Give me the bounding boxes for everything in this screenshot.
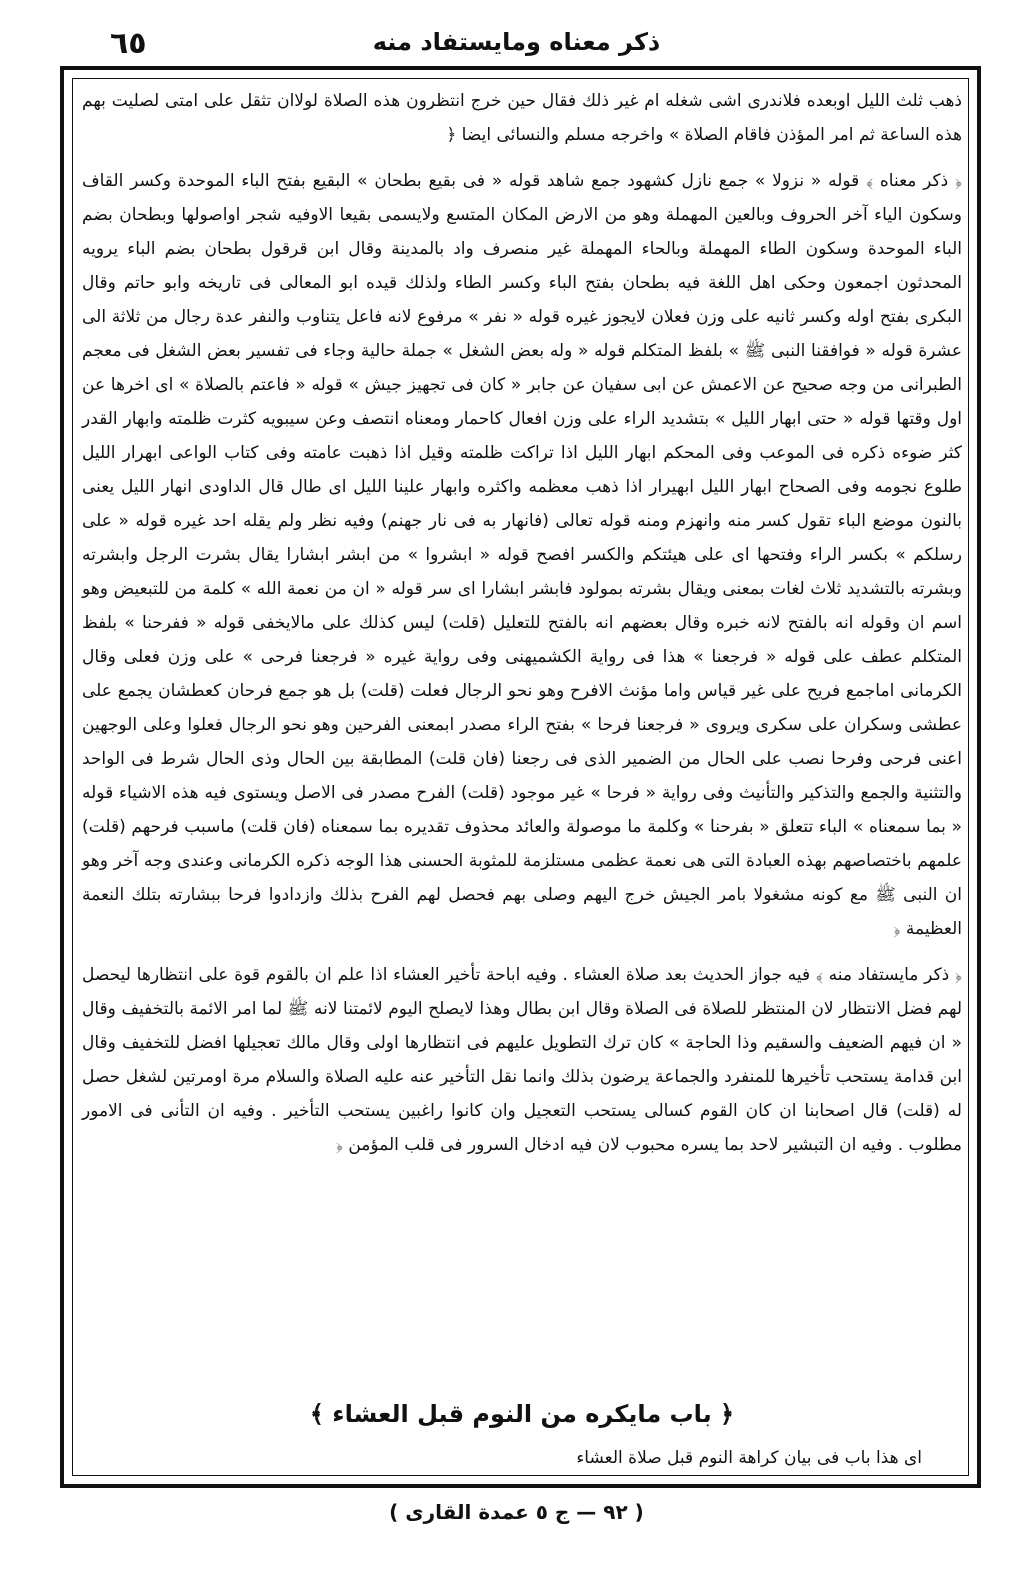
running-title: ذكر معناه ومايستفاد منه	[372, 28, 661, 56]
chapter-heading: ﴿ باب مايكره من النوم قبل العشاء ﴾	[309, 1400, 735, 1428]
main-text	[82, 84, 962, 1162]
page-signature: ( ٩٢ — ج ٥ عمدة القارى )	[389, 1500, 644, 1524]
chapter-explanation: اى هذا باب فى بيان كراهة النوم قبل صلاة العشاء	[576, 1448, 922, 1468]
page-number: ٦٥	[110, 26, 147, 61]
paragraph-benefits: ﴿ ذكر مايستفاد منه ﴾ فيه جواز الحديث بعد صلاة العشاء . وفيه اباحة تأخير العشاء اذا علم ان بالقوم قوة على انتظارها ليحصل لهم فضل الانتظار لان المنتظر للصلاة فى الصلاة وقال ابن بطال وهذا لايصلح اليوم لائمتنا لانه ﷺ لما امر الائمة بالتخفيف وقال « ان فيهم الضعيف والسقيم وذا الحاجة » كان ترك التطويل عليهم فى انتظارها اولى وقال مالك تعجيلها افضل للتخفيف وقال ابن قدامة يستحب تأخيرها للمنفرد والجماعة يرضون بذلك وانما نقل التأخير عنه عليه الصلاة والسلام مرة اومرتين لشغل حصل له (قلت) قال اصحابنا ان كان القوم كسالى يستحب التعجيل وان كانوا راغبين يستحب التأخير . وفيه ان التأنى فى الامور مطلوب . وفيه ان التبشير لاحد بما يسره محبوب لان فيه ادخال السرور فى قلب المؤمن ﴿	[82, 965, 962, 1155]
paragraph-meaning: ﴿ ذكر معناه ﴾ قوله « نزولا » جمع نازل كشهود جمع شاهد قوله « فى بقيع بطحان » البقيع بفتح الباء الموحدة وكسر القاف وسكون الياء آخر الحروف وبالعين المهملة وهو من الارض المكان المتسع ولايسمى بقيعا الاوفيه شجر اواصولها وبطحان بضم الباء الموحدة وسكون الطاء المهملة وبالحاء المهملة غير منصرف واد بالمدينة وقال ابن قرقول بطحان بضم الباء يرويه المحدثون اجمعون وحكى اهل اللغة فيه بطحان بفتح الباء وكسر الطاء ولذلك قيده ابو المعالى فى تاريخه وابو حاتم وقال البكرى بفتح اوله وكسر ثانيه على وزن فعلان لايجوز غيره قوله « نفر » مرفوع لانه فاعل يتناوب والنفر عدة رجال من ثلاثة الى عشرة قوله « فوافقنا النبى ﷺ » بلفظ المتكلم قوله « وله بعض الشغل » جملة حالية وجاء فى تفسير بعض الشغل فى معجم الطبرانى من وجه صحيح عن الاعمش عن ابى سفيان عن جابر « كان فى تجهيز جيش » قوله « فاعتم بالصلاة » اى اخرها عن اول وقتها قوله « حتى ابهار الليل » بتشديد الراء على وزن افعال كاحمار ومعناه انتصف وعن سيبويه كثرت ظلمته وابهار القدر كثر ضوءه ذكره فى الموعب وفى المحكم ابهار الليل اذا تراكت ظلمته وقيل اذا ذهبت عامته وفى كتاب الواعى ابهرار الليل طلوع نجومه وفى الصحاح ابهار الليل ابهيرار اذا ذهب معظمه واكثره وابهار علينا الليل اى طال قال الداودى انهار الليل يعنى بالنون موضع الباء تقول كسر منه وانهزم ومنه قوله تعالى (فانهار به فى نار جهنم) وفيه نظر ولم يقله احد غيره قوله « على رسلكم » بكسر الراء وفتحها اى على هيئتكم والكسر افصح قوله « ابشروا » من ابشر ابشارا يقال بشرت الرجل وابشرته وبشرته بالتشديد ثلاث لغات بمعنى ويقال بشرته بمولود فابشر ابشارا اى سر قوله « ان من نعمة الله » كلمة من للتبعيض وهو اسم ان وقوله انه بالفتح لانه خبره وقال بعضهم انه بالفتح للتعليل (قلت) ليس كذلك على مالايخفى قوله « ففرحنا » بلفظ المتكلم عطف على قوله « فرجعنا » هذا فى رواية الكشميهنى وفى رواية غيره « فرجعنا فرحى » على وزن فعلى وقال الكرمانى اماجمع فريح على غير قياس واما مؤنث الافرح وهو نحو الرجال فعلت (قلت) بل هو جمع فرحان كعطشان يجمع على عطشى وسكران على سكرى ويروى « فرجعنا فرحا » بفتح الراء مصدر ابمعنى الفرحين وهو نحو الرجال فعلوا وعلى الوجهين اعنى فرحى وفرحا نصب على الحال من الضمير الذى فى رجعنا (فان قلت) المطابقة بين الحال وذى الحال شرط فى الواحد والتثنية والجمع والتذكير والتأنيث وفى رواية « فرحا » غير موجود (قلت) الفرح مصدر فى الاصل ويستوى فيه هذه الاشياء قوله « بما سمعناه » الباء تتعلق « بفرحنا » وكلمة ما موصولة والعائد محذوف تقديره بما سمعناه (فان قلت) ماسبب فرحهم (قلت) علمهم باختصاصهم بهذه العبادة التى هى نعمة عظمى مستلزمة للمثوبة الحسنى هذا الوجه ذكره الكرمانى وعندى وجه آخر وهو ان النبى ﷺ مع كونه مشغولا بامر الجيش خرج اليهم وصلى بهم فحصل لهم الفرح بذلك وازدادوا فرحا ببشارته بتلك النعمة العظيمة ﴿	[82, 171, 962, 939]
paragraph-gap	[82, 152, 962, 164]
paragraph-hadith-end: ذهب ثلث الليل اوبعده فلاندرى اشى شغله ام غير ذلك فقال حين خرج انتظرون هذه الصلاة لولاان تثقل على امتى لصليت بهم هذه الساعة ثم امر المؤذن فاقام الصلاة » واخرجه مسلم والنسائى ايضا ﴿	[82, 91, 962, 145]
paragraph-gap	[82, 946, 962, 958]
